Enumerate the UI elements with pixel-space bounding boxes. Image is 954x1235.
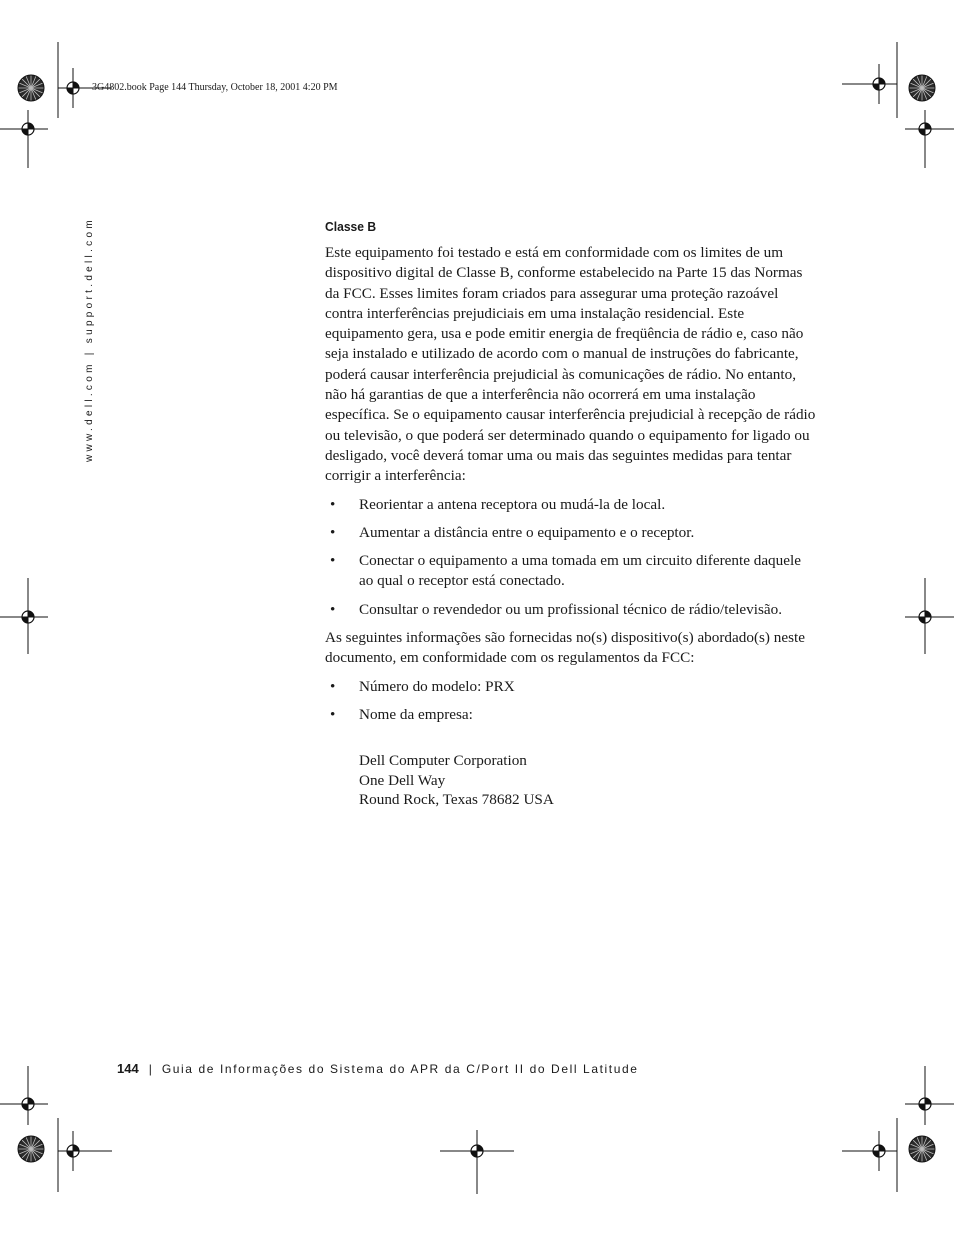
list-item: • Consultar o revendedor ou um profissional técnico de rádio/televisão. [325,600,817,620]
print-job-info: 3G4802.book Page 144 Thursday, October 18, 2001 4:20 PM [92,82,338,93]
page-number: 144 [117,1061,139,1076]
address-line: Dell Computer Corporation [359,752,527,770]
info-paragraph: As seguintes informações são fornecidas no(s) dispositivo(s) abordado(s) neste documento, em conformidade com os regulamentos da FCC: [325,629,805,667]
address-line: One Dell Way [359,771,446,789]
side-website-url: www.dell.com | support.dell.com [84,217,95,462]
measures-list [325,495,817,620]
list-item: • Aumentar a distância entre o equipamento e o receptor. [325,523,817,543]
page-footer [117,1061,639,1076]
footer-title: Guia de Informações do Sistema do APR da C/Port II do Dell Latitude [161,1062,639,1076]
company-address [359,751,817,809]
list-item: • Conectar o equipamento a uma tomada em um circuito diferente daquele ao qual o receptor está conectado. [325,551,817,592]
section-heading: Classe B [325,219,377,234]
info-list [325,677,817,726]
address-line: Round Rock, Texas 78682 USA [359,790,554,808]
list-item: • Reorientar a antena receptora ou mudá-la de local. [325,495,817,515]
list-item: • Nome da empresa: [325,705,817,725]
footer-separator: | [148,1062,152,1076]
intro-paragraph: Este equipamento foi testado e está em conformidade com os limites de um dispositivo digital de Classe B, conforme estabelecido na Parte 15 das Normas da FCC. Esses limites foram criados para assegurar uma proteção razoável contra interferências prejudiciais em uma instalação residencial. Este equipamento gera, usa e pode emitir energia de freqüência de rádio e, caso não seja instalado e utilizado de acordo com o manual de instruções do fabricante, poderá causar interferência prejudicial às comunicações de rádio. No entanto, não há garantias de que a interferência não ocorrerá em uma instalação específica. Se o equipamento causar interferência prejudicial à recepção de rádio ou televisão, o que poderá ser determinado quando o equipamento for ligado ou desligado, você deverá tomar uma ou mais das seguintes medidas para tentar corrigir a interferência: [325,244,816,485]
list-item: • Número do modelo: PRX [325,677,817,697]
main-content [325,219,817,809]
